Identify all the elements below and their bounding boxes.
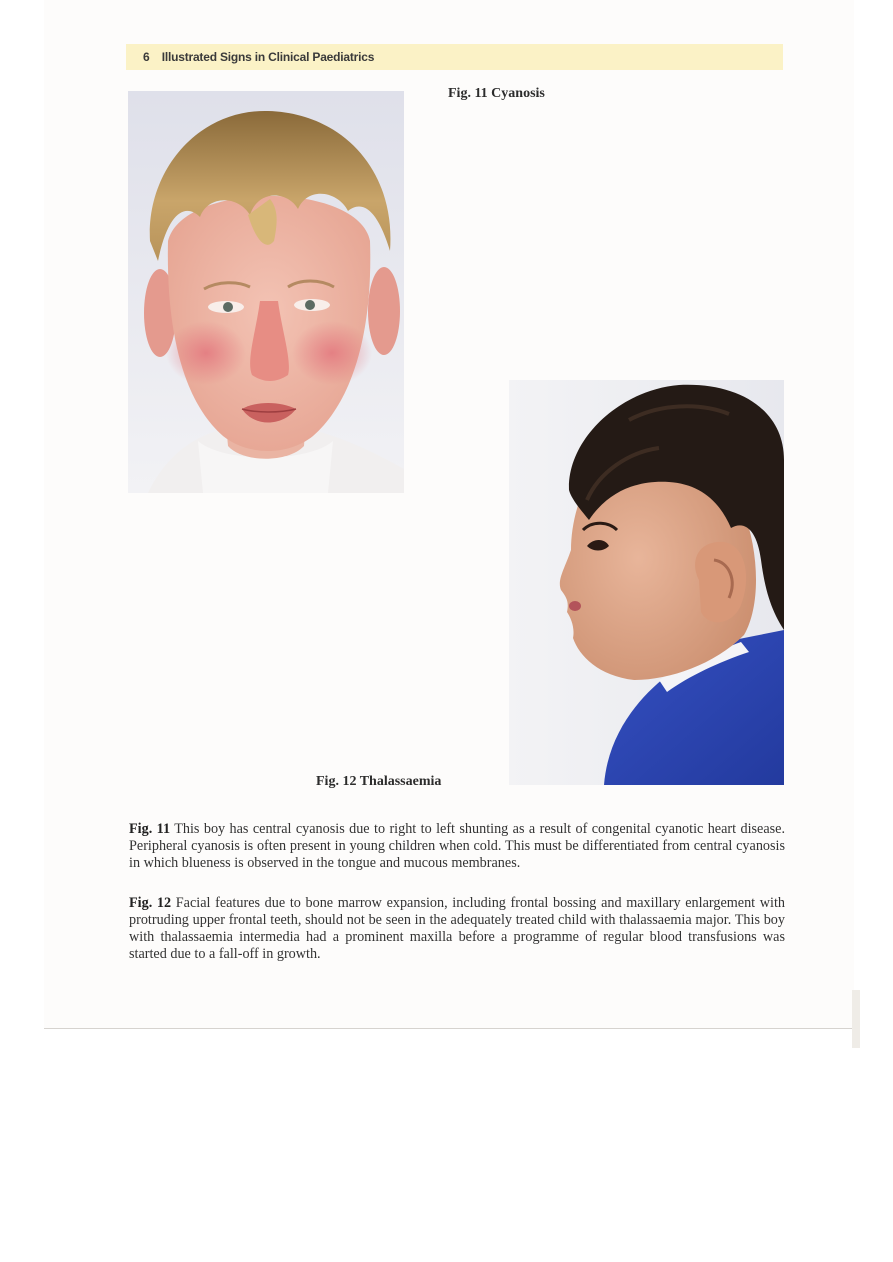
caption-figure-ref: Fig. 11 [129,821,171,837]
caption-figure-ref: Fig. 12 [129,895,172,911]
fig-11-caption [129,821,785,872]
running-title: Illustrated Signs in Clinical Paediatrics [161,50,375,64]
caption-text: This boy has central cyanosis due to right to left shunting as a result of congenital cyanotic heart disease. Peripheral cyanosis is often present in young children when cold. This must be differentiated from central cyanosis in which blueness is observed in the tongue and mucous membranes. [129,821,785,871]
page-edge-shadow [852,990,860,1048]
caption-text: Facial features due to bone marrow expansion, including frontal bossing and maxillary enlargement with protruding upper frontal teeth, should not be seen in the adequately treated child with thalassaemia major. This boy with thalassaemia intermedia had a prominent maxilla before a programme of regular blood transfusions was started due to a fall-off in growth. [129,895,786,962]
fig-11-label: Fig. 11 Cyanosis [448,86,545,101]
fig-12-caption [129,895,785,963]
running-header [126,44,783,70]
fig-12-label: Fig. 12 Thalassaemia [316,774,442,789]
fig-12-photo [509,380,784,785]
page-bottom-edge [44,1028,854,1029]
page-number: 6 [143,50,150,64]
fig-11-photo [128,91,404,493]
